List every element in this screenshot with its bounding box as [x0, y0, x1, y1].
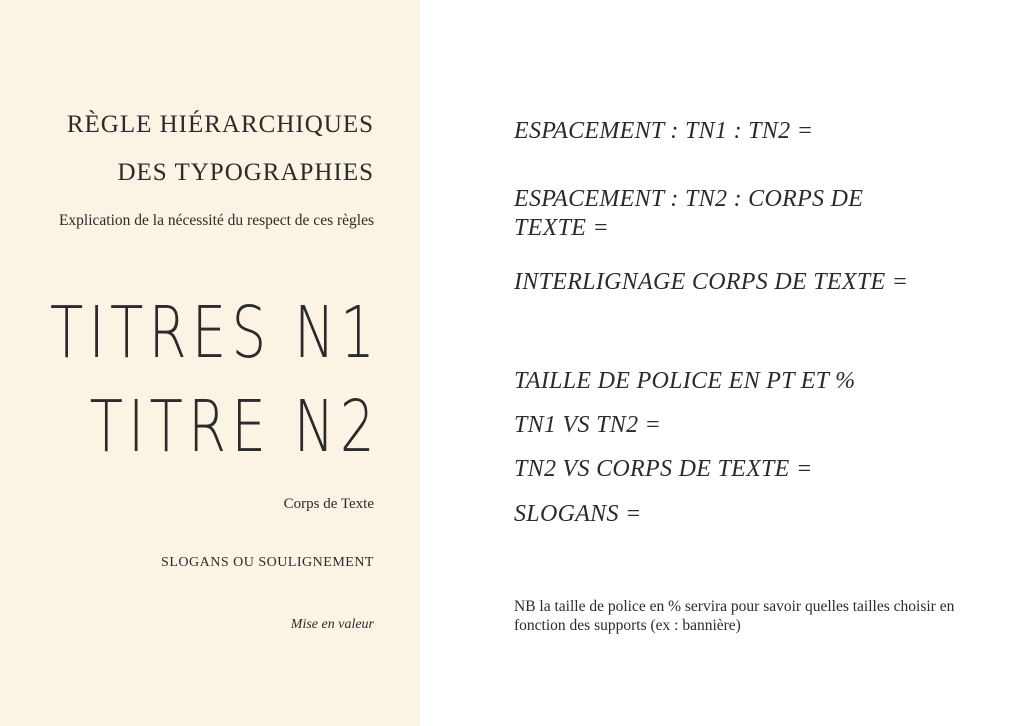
rule-taille-police: TAILLE DE POLICE EN PT ET % [514, 368, 856, 394]
rule-espacement-tn1-tn2: ESPACEMENT : TN1 : TN2 = [514, 118, 814, 144]
titre-n1-sample: TITRES N1 [49, 290, 380, 375]
slogans-sample: SLOGANS OU SOULIGNEMENT [161, 555, 374, 570]
note-text: NB la taille de police en % servira pour savoir quelles tailles choisir en fonction des supports (ex : bannière) [514, 598, 955, 634]
explication-text: Explication de la nécessité du respect de ces règles [58, 212, 374, 229]
rule-tn2-vs-corps: TN2 VS CORPS DE TEXTE = [514, 456, 813, 482]
rule-interlignage-corps: INTERLIGNAGE CORPS DE TEXTE = [514, 269, 909, 295]
rule-espacement-tn2-corps: ESPACEMENT : TN2 : CORPS DE TEXTE = [514, 186, 864, 241]
rule-slogans: SLOGANS = [514, 501, 642, 527]
left-panel [0, 0, 420, 726]
page-title: RÈGLE HIÉRARCHIQUES DES TYPOGRAPHIES [66, 111, 374, 186]
titre-n2-sample: TITRE N2 [89, 384, 380, 469]
rule-tn1-vs-tn2: TN1 VS TN2 = [514, 412, 662, 438]
mise-en-valeur-sample: Mise en valeur [290, 617, 374, 632]
corps-de-texte-sample: Corps de Texte [283, 496, 374, 512]
